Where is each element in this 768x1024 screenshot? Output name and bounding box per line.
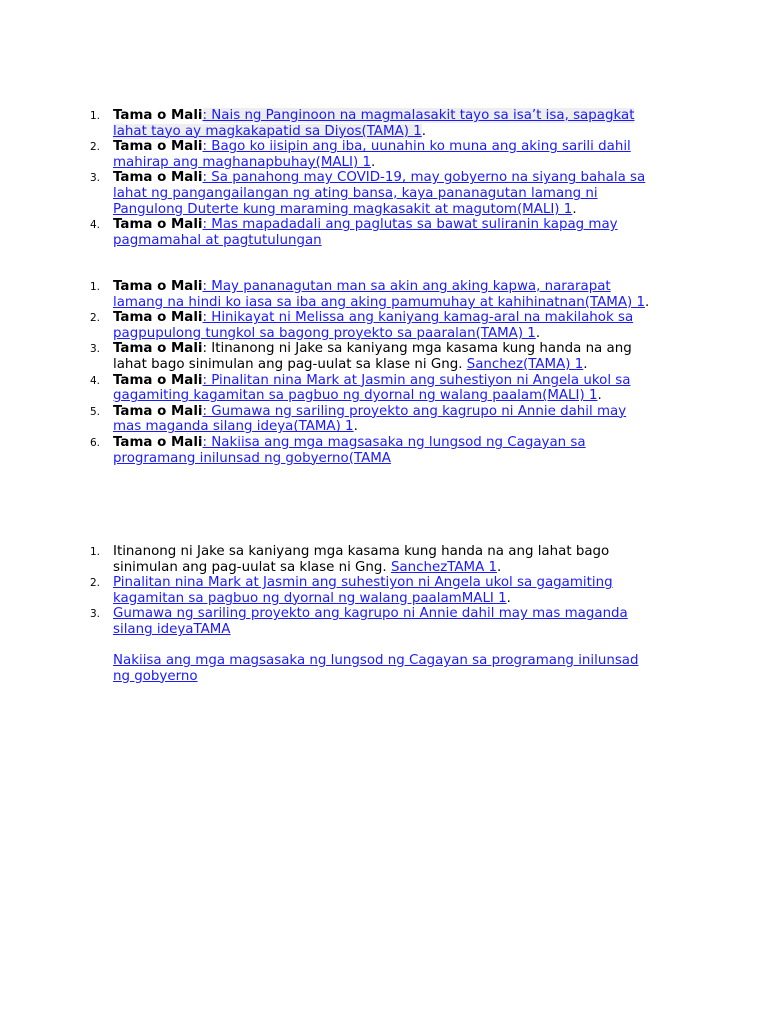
quiz-list-3 <box>90 544 658 638</box>
list-item <box>90 108 658 139</box>
item-label: Tama o Mali <box>113 279 203 294</box>
item-number: 5. <box>90 405 101 418</box>
item-link[interactable]: : Hinikayat ni Melissa ang kaniyang kamag-aral na makilahok sa pagpupulong tungkol sa bagong proyekto sa paaralan(TAMA) 1 <box>113 310 634 341</box>
list-item <box>90 575 658 606</box>
item-suffix: . <box>506 590 511 606</box>
trailing-paragraph <box>113 653 658 684</box>
item-suffix: . <box>572 201 577 217</box>
item-link[interactable]: : Mas mapadadali ang paglutas sa bawat suliranin kapag may pagmamahal at pagtutulungan <box>113 217 618 248</box>
item-text: : Itinanong ni Jake sa kaniyang mga kasama kung handa na ang lahat bago sinimulan ang pag-uulat sa klase ni Gng. <box>113 341 632 372</box>
item-link[interactable]: : Pinalitan nina Mark at Jasmin ang suhestiyon ni Angela ukol sa gagamiting kagamitan sa pagbuo ng dyornal ng walang paalam(MALI) 1 <box>113 372 631 404</box>
item-label: Tama o Mali <box>113 310 203 326</box>
item-number: 2. <box>90 312 101 325</box>
item-text: Itinanong ni Jake sa kaniyang mga kasama kung handa na ang lahat bago sinimulan ang pag-uulat sa klase ni Gng. <box>113 544 610 575</box>
item-number: 3. <box>90 172 101 185</box>
item-link[interactable]: SanchezTAMA 1 <box>390 559 498 575</box>
list-item <box>90 544 658 575</box>
quiz-list-2 <box>90 279 658 466</box>
list-item <box>90 372 658 404</box>
item-link[interactable]: Sanchez(TAMA) 1 <box>466 356 584 372</box>
item-label: Tama o Mali <box>113 170 203 186</box>
list-item <box>90 434 658 466</box>
item-number: 4. <box>90 219 101 232</box>
item-number: 3. <box>90 608 101 621</box>
item-suffix: . <box>597 388 602 404</box>
item-suffix: . <box>370 154 376 170</box>
item-label: Tama o Mali <box>113 108 203 123</box>
item-link[interactable]: : Sa panahong may COVID-19, may gobyerno na siyang bahala sa lahat ng pangangailangan ng ating bansa, kaya pananagutan lamang ni Pangulong Duterte kung maraming magkasakit at magutom(MALI) 1 <box>113 170 646 217</box>
item-label: Tama o Mali <box>113 403 203 419</box>
item-number: 1. <box>90 281 101 293</box>
item-suffix: . <box>535 325 541 341</box>
item-number: 1. <box>90 110 101 122</box>
item-link[interactable]: : Bago ko iisipin ang iba, uunahin ko muna ang aking sarili dahil mahirap ang maghanapbuhay(MALI) 1 <box>113 139 631 170</box>
item-number: 6. <box>90 436 101 449</box>
item-number: 2. <box>90 141 101 154</box>
item-link[interactable]: Pinalitan nina Mark at Jasmin ang suhestiyon ni Angela ukol sa gagamiting kagamitan sa pagbuo ng dyornal ng walang paalamMALI 1 <box>113 575 613 606</box>
item-link[interactable]: : Nais ng Panginoon na magmalasakit tayo sa isa’t isa, sapagkat lahat tayo ay magkakapatid sa Diyos(TAMA) 1 <box>113 108 635 139</box>
item-suffix: . <box>497 559 502 575</box>
item-suffix: . <box>583 356 588 372</box>
item-number: 2. <box>90 577 101 590</box>
item-label: Tama o Mali <box>113 139 203 155</box>
item-label: Tama o Mali <box>113 372 203 388</box>
item-suffix: . <box>421 123 427 139</box>
item-label: Tama o Mali <box>113 217 203 233</box>
quiz-list-1 <box>90 108 658 248</box>
list-item <box>90 606 658 637</box>
list-item <box>90 217 658 248</box>
item-number: 4. <box>90 374 101 387</box>
item-link[interactable]: : May pananagutan man sa akin ang aking kapwa, nararapat lamang na hindi ko iasa sa iba ang aking pamumuhay at kahihinatnan(TAMA) 1 <box>113 279 645 310</box>
item-label: Tama o Mali <box>113 434 203 450</box>
item-number: 3. <box>90 343 101 356</box>
list-item <box>90 341 658 372</box>
list-item <box>90 139 658 170</box>
item-link[interactable]: Gumawa ng sariling proyekto ang kagrupo ni Annie dahil may mas maganda silang ideyaTAMA <box>113 606 628 637</box>
list-item <box>90 279 658 310</box>
list-item <box>90 310 658 341</box>
item-link[interactable]: : Gumawa ng sariling proyekto ang kagrupo ni Annie dahil may mas maganda silang ideya(TAMA) 1 <box>113 403 627 435</box>
trailing-link[interactable]: Nakiisa ang mga magsasaka ng lungsod ng Cagayan sa programang inilunsad ng gobyerno <box>113 653 639 684</box>
item-label: Tama o Mali <box>113 341 203 357</box>
list-item <box>90 403 658 435</box>
item-number: 1. <box>90 546 101 558</box>
list-item <box>90 170 658 217</box>
item-link[interactable]: : Nakiisa ang mga magsasaka ng lungsod ng Cagayan sa programang inilunsad ng gobyerno(TAMA <box>113 434 586 466</box>
item-suffix: . <box>644 294 650 310</box>
item-suffix: . <box>353 419 358 435</box>
